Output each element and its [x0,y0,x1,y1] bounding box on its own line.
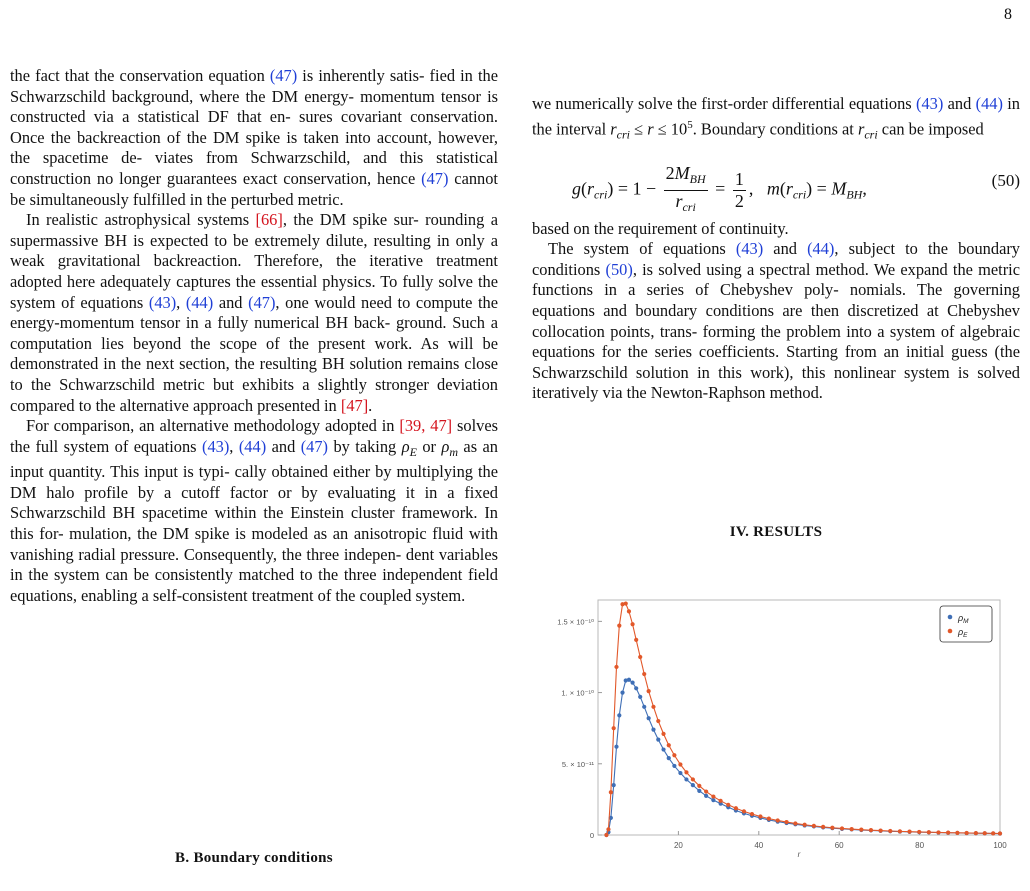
equation-number: (50) [991,170,1020,190]
data-point [983,831,987,835]
reference-link[interactable]: (44) [185,292,214,312]
data-point [638,655,642,659]
data-point [898,829,902,833]
data-point [684,777,688,781]
reference-link[interactable]: (47) [248,292,276,312]
data-point [627,609,631,613]
data-point [672,753,676,757]
section-heading-results: IV. RESULTS [729,524,823,540]
citation-link[interactable]: [39, 47] [399,416,453,436]
right-column [532,94,1020,404]
data-point [614,665,618,669]
data-point [793,821,797,825]
data-point [617,624,621,628]
data-point [651,705,655,709]
reference-link[interactable]: (47) [421,168,449,188]
data-point [869,828,873,832]
x-tick-label: 100 [993,841,1007,850]
paragraph: based on the requirement of continuity. [532,218,789,238]
data-point [604,833,608,837]
series-line-rho-m [606,680,1000,835]
data-point [859,828,863,832]
section-heading-boundary-conditions: B. Boundary conditions [175,850,333,866]
data-point [758,814,762,818]
data-point [617,713,621,717]
data-point [678,762,682,766]
data-point [917,830,921,834]
reference-link[interactable]: (44) [807,239,835,259]
y-tick-label: 0 [589,831,594,840]
page-number: 8 [1004,6,1012,23]
data-point [927,830,931,834]
legend-marker [948,615,953,620]
paragraph: In realistic astrophysical systems [66], the DM spike sur- rounding a supermassive BH is expected to be extremely dilute, resulting in only a weak gravitational backreaction. Therefore, the iterative treatment adopted here adequately captures the essential physics. To fully solve the system of equations (43), (44) and (47), one would need to compute the energy-momentum tensor in a fully numerical BH back- ground. Such a computation lies beyond the scope of the present work. As will be demonstrated in the next section, the resulting BH solution remains close to the Schwarzschild metric but exhibits a slightly stronger deviation compared to the alternative approach presented in [47]. [10,210,499,415]
paragraph: we numerically solve the first-order differential equations (43) and (44) in the interval $r_{cri} \le r \le 10^5$. Boundary conditions at $r_{cri}$ can be imposed [532,94,1020,142]
data-point [955,831,959,835]
data-point [812,824,816,828]
paragraph: For comparison, an alternative methodology adopted in [39, 47] solves the full system of equations (43), (44) and (47) by taking $\rho_E$ or $\rho_m$ as an input quantity. This input is typi- cally obtained either by multiplying the DM halo profile by a cutoff factor or by evaluating it in a fixed Schwarzschild BH spacetime within the Einstein cluster framework. In this for- mulation, the DM spike is modeled as an anisotropic fluid with vanishing radial pressure. Consequently, the three indepen- dent variables in the system can be consistently matched to the three independent field equations, enabling a self-consistent treatment of the coupled system. [10,416,498,605]
data-point [672,764,676,768]
y-tick-label: 1. × 10⁻¹⁰ [561,688,594,698]
data-point [784,820,788,824]
data-point [907,830,911,834]
reference-link[interactable]: (43) [201,436,230,456]
data-point [742,809,746,813]
reference-link[interactable]: (43) [148,292,177,312]
legend-label: $\rho_E$ [958,627,968,639]
data-point [667,743,671,747]
x-tick-label: 80 [915,841,925,850]
x-tick-label: 20 [673,841,683,850]
data-point [667,756,671,760]
paragraph: the fact that the conservation equation (47) is inherently satis- fied in the Schwarzschild background, where the DM energy- momentum tensor is constructed via a statistical DF that en- sures covariant conservation. Once the backreaction of the DM spike is taken into account, however, the spacetime de- viates from Schwarzschild, and this statistical construction no longer guarantees exact conservation, hence (47) cannot be simultaneously fulfilled in the perturbed metric. [10,66,498,209]
left-column [10,66,498,606]
citation-link[interactable]: [47] [340,395,369,415]
data-point [936,830,940,834]
data-point [803,823,807,827]
data-point [678,771,682,775]
x-tick-label: 60 [834,841,844,850]
density-profile-chart [532,588,1012,858]
data-point [697,789,701,793]
data-point [750,812,754,816]
data-point [661,747,665,751]
paragraph: The system of equations (43) and (44), subject to the boundary conditions (50), is solved using a spectral method. We expand the metric functions in a series of Chebyshev poly- nomials. The governing equations and boundary conditions are then discretized at Chebyshev collocation points, trans- forming the problem into a system of algebraic equations for the series coefficients. Starting from an initial guess (the Schwarzschild solution in this work), this nonlinear system is solved iteratively via the Newton-Raphson method. [532,239,1020,403]
data-point [998,831,1002,835]
data-point [612,726,616,730]
data-point [691,783,695,787]
reference-link[interactable]: (50) [605,259,633,279]
y-tick-label: 5. × 10⁻¹¹ [561,759,594,769]
data-point [840,826,844,830]
legend-marker [948,629,953,634]
data-point [974,831,978,835]
data-point [642,705,646,709]
data-point [684,770,688,774]
reference-link[interactable]: (44) [975,94,1003,113]
data-point [704,789,708,793]
data-point [638,695,642,699]
data-point [734,806,738,810]
data-point [711,794,715,798]
data-point [620,690,624,694]
reference-link[interactable]: (43) [735,239,764,259]
data-point [647,716,651,720]
y-tick-label: 1.5 × 10⁻¹⁰ [557,617,594,627]
x-tick-label: 40 [754,841,764,850]
data-point [719,799,723,803]
data-point [991,831,995,835]
data-point [830,826,834,830]
legend-label: $\rho_M$ [958,613,969,625]
equation-50 [532,153,1020,213]
data-point [879,828,883,832]
data-point [606,827,610,831]
citation-link[interactable]: [66] [255,210,283,230]
data-point [612,783,616,787]
data-point [609,790,613,794]
data-point [661,732,665,736]
data-point [651,728,655,732]
data-point [656,719,660,723]
data-point [726,803,730,807]
data-point [888,829,892,833]
reference-link[interactable]: (47) [300,436,329,456]
reference-link[interactable]: (43) [916,94,944,113]
data-point [776,818,780,822]
data-point [614,745,618,749]
reference-link[interactable]: (47) [269,66,298,85]
data-point [624,601,628,605]
data-point [965,831,969,835]
data-point [647,689,651,693]
data-point [656,737,660,741]
data-point [767,817,771,821]
data-point [642,672,646,676]
x-axis-label: r [797,850,801,858]
data-point [634,686,638,690]
data-point [630,681,634,685]
data-point [630,622,634,626]
data-point [627,678,631,682]
data-point [697,784,701,788]
equation-body: $g(r_{cri}) = 1$ − $\frac{2M_{BH}}{r_{cri}}$ = $\frac{1}{2}$ , $m(r_{cri}) = M_{BH}$, [572,162,867,214]
data-point [634,638,638,642]
data-point [821,825,825,829]
data-point [850,827,854,831]
data-point [946,831,950,835]
data-point [691,777,695,781]
reference-link[interactable]: (44) [238,436,267,456]
data-point [704,794,708,798]
